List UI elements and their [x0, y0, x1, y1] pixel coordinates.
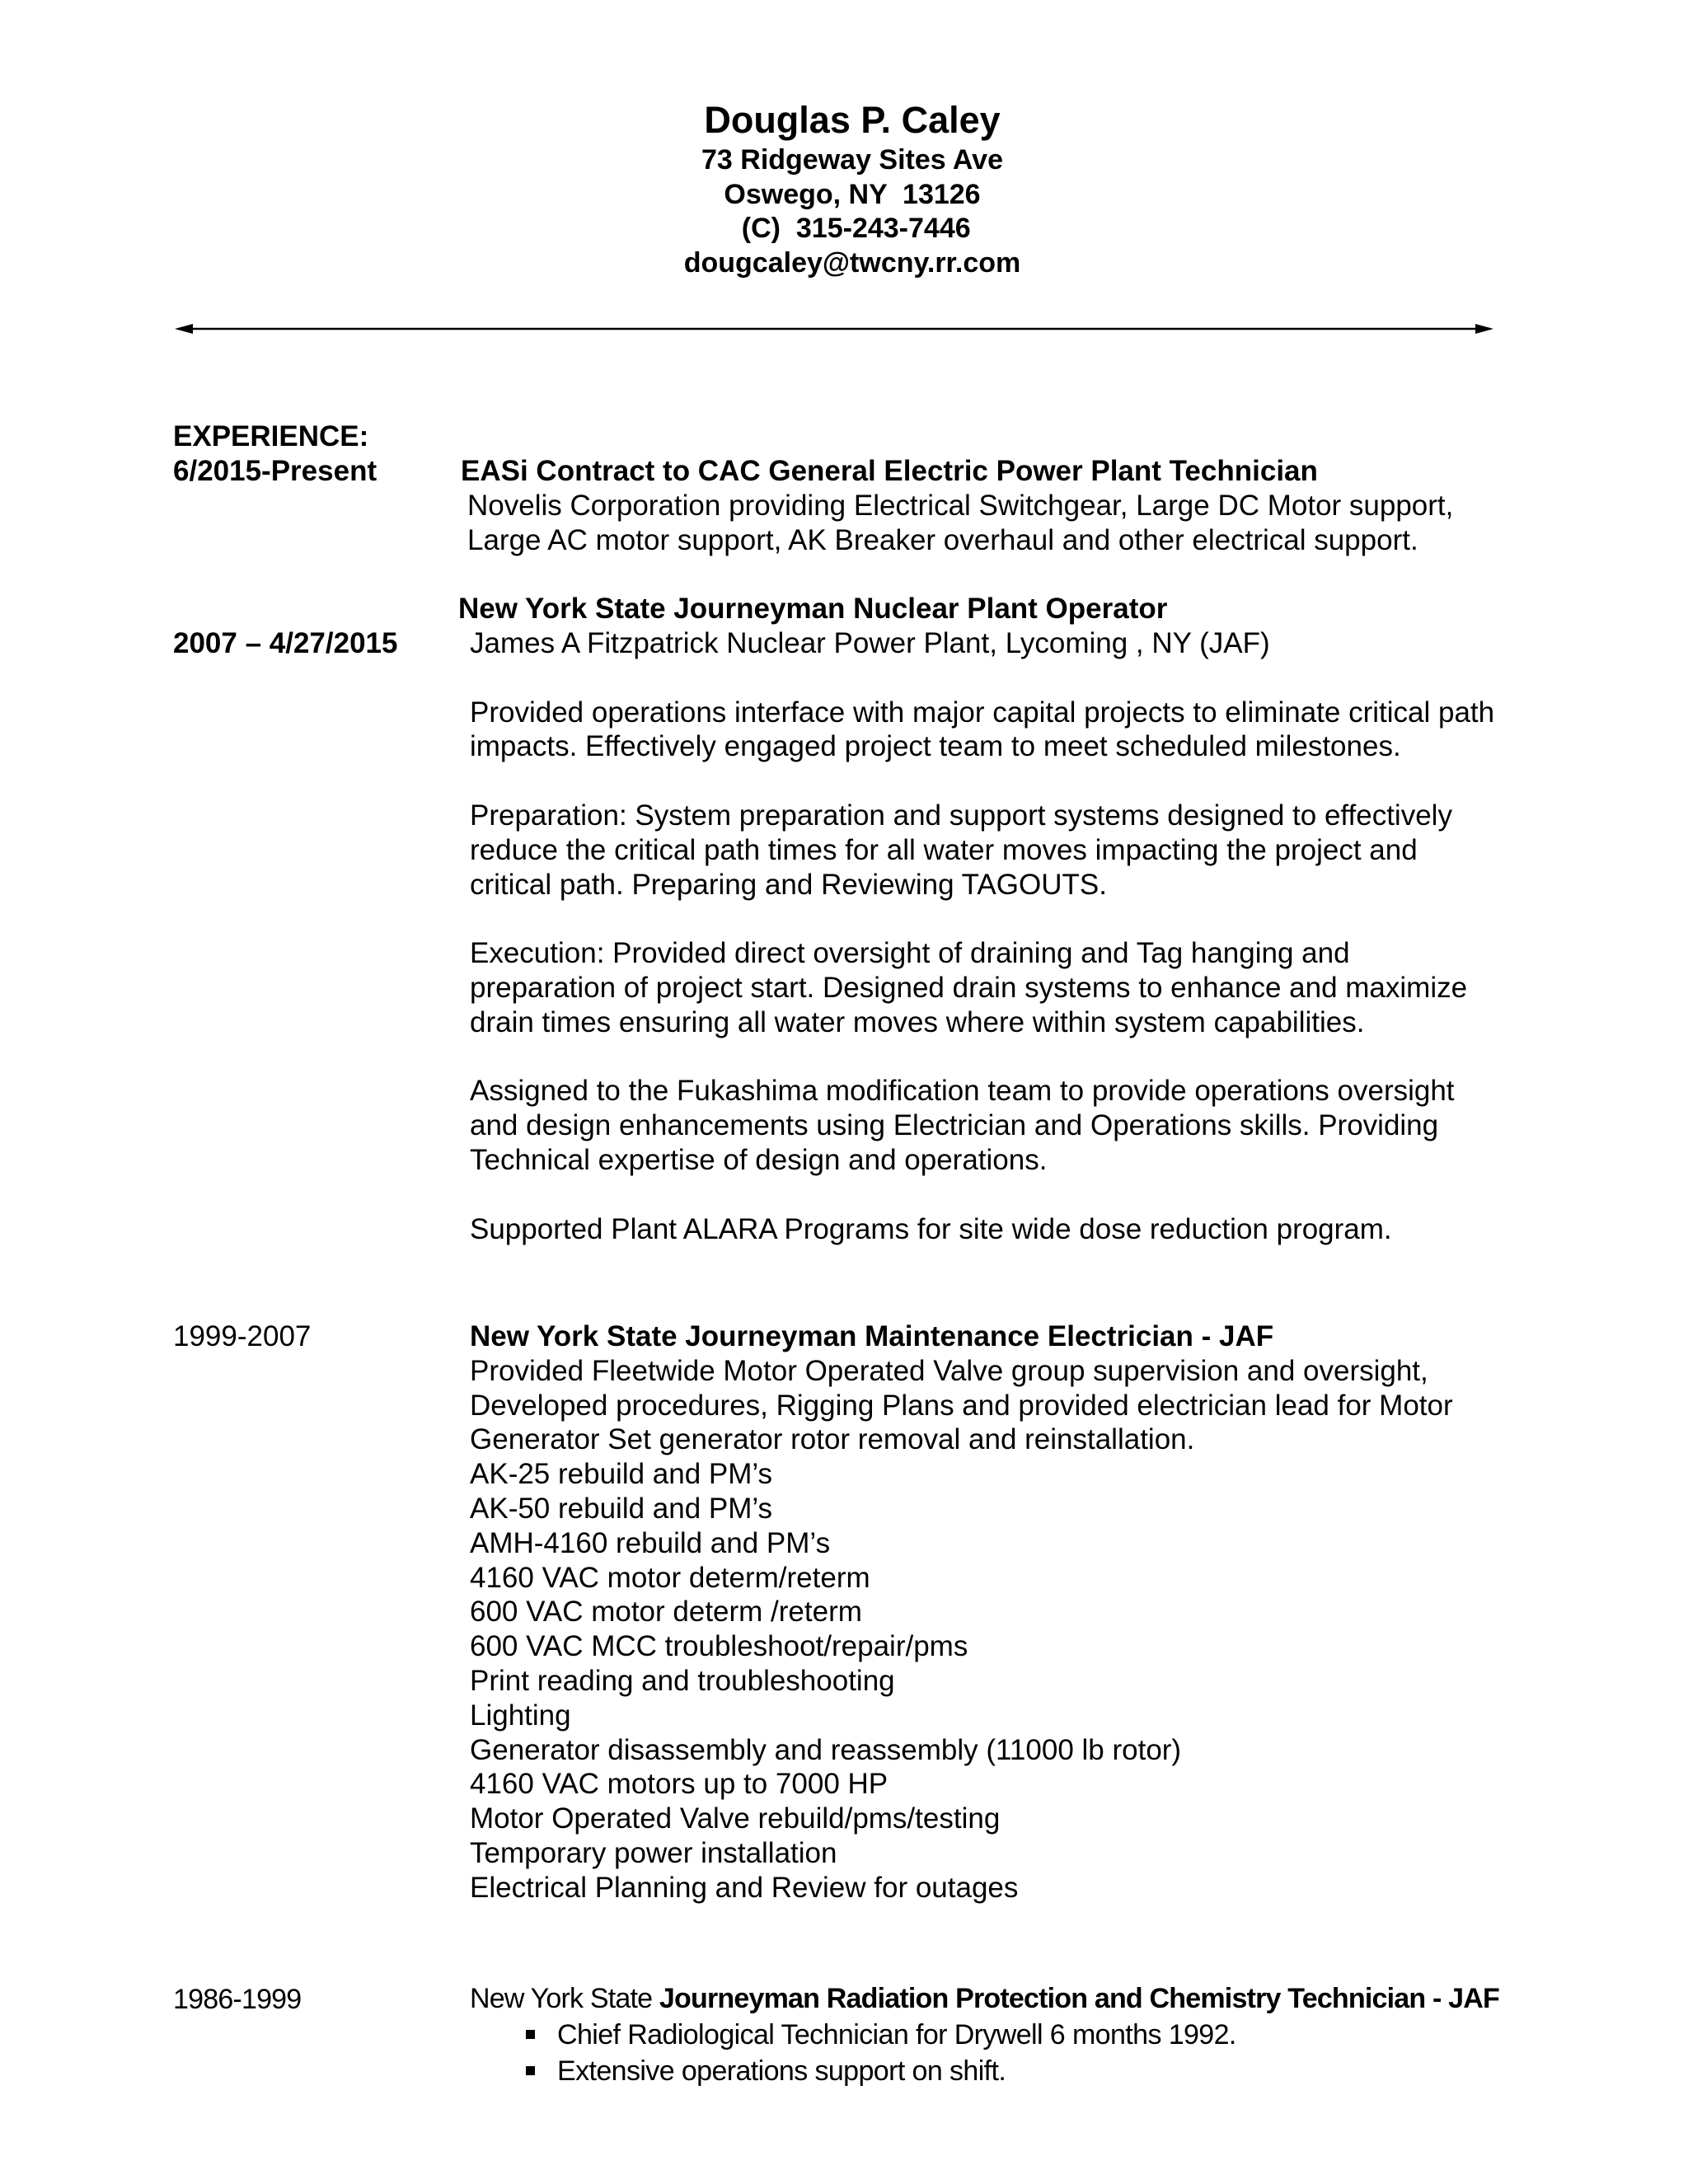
- job-description-line: Execution: Provided direct oversight of draining and Tag hanging and: [470, 937, 1350, 970]
- list-item: [526, 2053, 1499, 2089]
- candidate-name: Douglas P. Caley: [704, 99, 1001, 141]
- skill-line: Print reading and troubleshooting: [470, 1664, 895, 1697]
- skill-line: 4160 VAC motors up to 7000 HP: [470, 1768, 889, 1801]
- job-description-line: Provided Fleetwide Motor Operated Valve group supervision and oversight,: [470, 1354, 1428, 1387]
- skill-line: AK-25 rebuild and PM’s: [470, 1458, 773, 1491]
- header-divider-arrow: [175, 321, 1493, 337]
- job-description-line: Preparation: System preparation and support systems designed to effectively: [470, 799, 1452, 832]
- job-entry: [461, 454, 1453, 557]
- job-date: 1986-1999: [173, 1984, 302, 2015]
- job-entry: [470, 626, 1494, 1246]
- job-paragraph: [470, 1212, 1494, 1247]
- bullet-text: Extensive operations support on shift.: [557, 2055, 1006, 2087]
- job-title-prefix: New York State: [470, 1983, 659, 2014]
- skill-line: AMH-4160 rebuild and PM’s: [470, 1526, 831, 1559]
- job-entry: [470, 1319, 1453, 1905]
- skill-line: Temporary power installation: [470, 1836, 837, 1869]
- job-description-line: Large AC motor support, AK Breaker overhaul and other electrical support.: [467, 523, 1418, 556]
- job-description-line: Provided operations interface with major capital projects to eliminate critical path: [470, 696, 1495, 729]
- job-paragraph: [470, 1074, 1494, 1177]
- job-title-line: [470, 1982, 1499, 2017]
- job-description-line: impacts. Effectively engaged project team to meet scheduled milestones.: [470, 730, 1401, 763]
- job-paragraph: [470, 696, 1494, 765]
- job-bullet-list: [526, 2017, 1499, 2089]
- list-item: [526, 2017, 1499, 2053]
- job-title-row: [458, 592, 1167, 626]
- arrow-left-icon: [175, 324, 193, 334]
- job-description-line: Developed procedures, Rigging Plans and provided electrician lead for Motor: [470, 1389, 1453, 1422]
- job-date: 1999-2007: [173, 1320, 312, 1352]
- skill-line: 600 VAC motor determ /reterm: [470, 1596, 862, 1629]
- square-bullet-icon: [526, 2066, 535, 2075]
- job-title: New York State Journeyman Maintenance Electrician - JAF: [470, 1320, 1274, 1352]
- street-address: 73 Ridgeway Sites Ave: [701, 144, 1003, 176]
- skill-line: Motor Operated Valve rebuild/pms/testing: [470, 1802, 1001, 1835]
- job-entry: [470, 1982, 1499, 2089]
- job-paragraph: [470, 936, 1494, 1039]
- job-description-line: Supported Plant ALARA Programs for site wide dose reduction program.: [470, 1212, 1392, 1245]
- email-address: dougcaley@twcny.rr.com: [683, 246, 1021, 279]
- city-state-zip: Oswego, NY 13126: [724, 178, 981, 210]
- job-title: Journeyman Radiation Protection and Chemistry Technician - JAF: [659, 1983, 1499, 2014]
- job-description-line: Technical expertise of design and operations.: [470, 1143, 1048, 1176]
- job-description-line: drain times ensuring all water moves where within system capabilities.: [470, 1005, 1365, 1038]
- job-description-line: Generator Set generator rotor removal and reinstallation.: [470, 1423, 1195, 1456]
- skill-line: Electrical Planning and Review for outages: [470, 1871, 1019, 1904]
- job-description-line: critical path. Preparing and Reviewing TAGOUTS.: [470, 868, 1107, 901]
- job-description-line: Novelis Corporation providing Electrical Switchgear, Large DC Motor support,: [467, 489, 1454, 522]
- job-description-line: Assigned to the Fukashima modification team to provide operations oversight: [470, 1075, 1455, 1108]
- bullet-text: Chief Radiological Technician for Drywell 6 months 1992.: [557, 2018, 1236, 2050]
- square-bullet-icon: [526, 2030, 535, 2039]
- skill-line: Lighting: [470, 1699, 571, 1732]
- job-description-line: and design enhancements using Electrician and Operations skills. Providing: [470, 1109, 1439, 1142]
- job-date: 6/2015-Present: [173, 455, 377, 487]
- job-title: New York State Journeyman Nuclear Plant Operator: [458, 593, 1168, 625]
- arrow-right-icon: [1475, 324, 1493, 334]
- job-description-line: reduce the critical path times for all water moves impacting the project and: [470, 833, 1418, 866]
- skill-line: 600 VAC MCC troubleshoot/repair/pms: [470, 1630, 968, 1663]
- resume-header: [0, 97, 1688, 280]
- job-paragraph: [470, 799, 1494, 902]
- experience-heading: EXPERIENCE:: [173, 420, 369, 452]
- skill-line: AK-50 rebuild and PM’s: [470, 1492, 773, 1525]
- skill-line: 4160 VAC motor determ/reterm: [470, 1561, 870, 1594]
- job-location: James A Fitzpatrick Nuclear Power Plant, Lycoming , NY (JAF): [470, 627, 1270, 659]
- job-date: 2007 – 4/27/2015: [173, 627, 398, 659]
- skill-line: Generator disassembly and reassembly (11000 lb rotor): [470, 1733, 1182, 1766]
- job-description-line: preparation of project start. Designed drain systems to enhance and maximize: [470, 971, 1468, 1004]
- job-title: EASi Contract to CAC General Electric Power Plant Technician: [461, 455, 1318, 487]
- phone-number: (C) 315-243-7446: [734, 213, 971, 244]
